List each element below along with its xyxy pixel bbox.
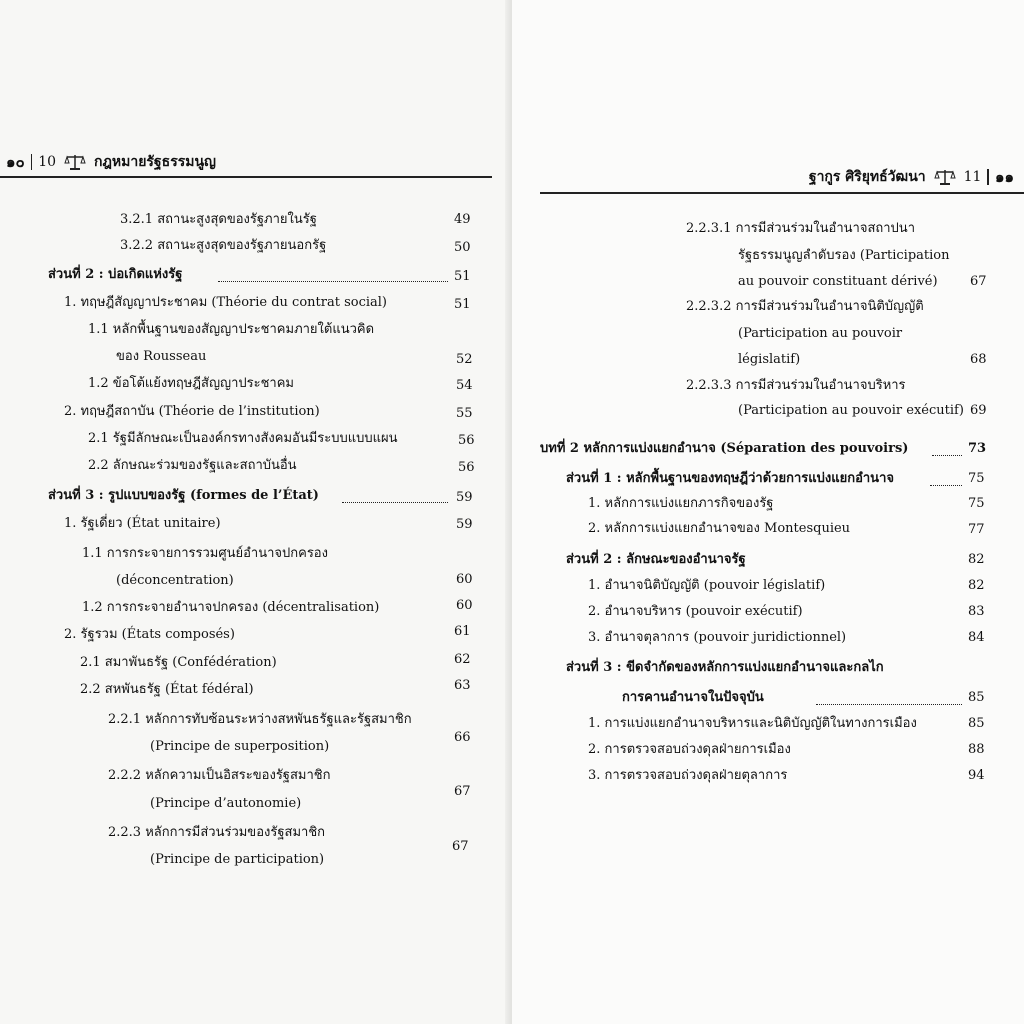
toc-page-number: 49 [454, 212, 471, 227]
toc-page-number: 67 [970, 274, 987, 289]
toc-entry: 1. อำนาจนิติบัญญัติ (pouvoir législatif) [588, 578, 826, 593]
dot-leader [342, 502, 448, 503]
toc-section-heading: ส่วนที่ 3 : ขีดจำกัดของหลักการแบ่งแยกอำนาจและกลไก [566, 660, 884, 675]
toc-entry: 3. การตรวจสอบถ่วงดุลฝ่ายตุลาการ [588, 768, 788, 783]
toc-entry: 1.1 การกระจายการรวมศูนย์อำนาจปกครอง [82, 546, 328, 561]
toc-entry: législatif) [738, 352, 801, 367]
toc-page-number: 52 [456, 352, 473, 367]
dot-leader [816, 704, 962, 705]
author-name: ฐากูร ศิริยุทธ์วัฒนา [808, 169, 926, 185]
dot-leader [930, 485, 962, 486]
toc-entry: 3.2.2 สถานะสูงสุดของรัฐภายนอกรัฐ [120, 238, 327, 253]
book-title: กฎหมายรัฐธรรมนูญ [94, 154, 216, 170]
toc-entry: 2.2 สหพันธรัฐ (État fédéral) [80, 682, 254, 697]
toc-entry: 1.2 การกระจายอำนาจปกครอง (décentralisation) [82, 600, 380, 615]
toc-entry: 2.2.3 หลักการมีส่วนร่วมของรัฐสมาชิก [108, 825, 326, 840]
toc-entry: 2.2.2 หลักความเป็นอิสระของรัฐสมาชิก [108, 768, 331, 783]
toc-entry: au pouvoir constituant dérivé) [738, 274, 938, 289]
toc-entry: 2. การตรวจสอบถ่วงดุลฝ่ายการเมือง [588, 742, 791, 757]
header-rule [0, 176, 492, 178]
toc-page-number: 94 [968, 768, 985, 783]
header-divider [31, 154, 33, 170]
toc-entry: (Principe de superposition) [150, 739, 330, 754]
toc-page-number: 82 [968, 552, 985, 567]
toc-page-number: 62 [454, 652, 471, 667]
left-page-header [6, 150, 216, 174]
toc-page-number: 88 [968, 742, 985, 757]
toc-chapter-heading: บทที่ 2 หลักการแบ่งแยกอำนาจ (Séparation des pouvoirs) [540, 441, 909, 456]
toc-entry: 2.2.1 หลักการทับซ้อนระหว่างสหพันธรัฐและรัฐสมาชิก [108, 712, 412, 727]
toc-page-number: 56 [458, 460, 475, 475]
toc-section-heading: การคานอำนาจในปัจจุบัน [622, 690, 764, 705]
toc-page-number: 56 [458, 433, 475, 448]
dot-leader [218, 281, 448, 282]
toc-page-number: 55 [456, 406, 473, 421]
toc-page-number: 67 [454, 784, 471, 799]
toc-entry: 3. อำนาจตุลาการ (pouvoir juridictionnel) [588, 630, 847, 645]
toc-entry: 2. ทฤษฎีสถาบัน (Théorie de l’institution) [64, 404, 320, 419]
toc-entry: 1. รัฐเดี่ยว (État unitaire) [64, 516, 221, 531]
toc-entry: รัฐธรรมนูญลำดับรอง (Participation [738, 248, 950, 263]
toc-entry: (Participation au pouvoir exécutif) [738, 403, 964, 418]
toc-entry: (Participation au pouvoir [738, 326, 903, 341]
toc-page-number: 66 [454, 730, 471, 745]
toc-page-number: 83 [968, 604, 985, 619]
toc-section-heading: ส่วนที่ 3 : รูปแบบของรัฐ (formes de l’État) [48, 488, 319, 503]
header-divider [987, 169, 989, 185]
toc-entry: 2.1 สมาพันธรัฐ (Confédération) [80, 655, 277, 670]
right-page-header [809, 165, 1014, 189]
toc-page-number: 69 [970, 403, 987, 418]
right-thai-page-number: ๑๑ [994, 168, 1014, 186]
toc-entry: 2.2.3.3 การมีส่วนร่วมในอำนาจบริหาร [686, 378, 906, 393]
toc-section-heading: ส่วนที่ 2 : ลักษณะของอำนาจรัฐ [566, 552, 746, 567]
toc-page-number: 67 [452, 839, 469, 854]
toc-page-number: 61 [454, 624, 471, 639]
toc-entry: 2. หลักการแบ่งแยกอำนาจของ Montesquieu [588, 521, 851, 536]
toc-page-number: 85 [968, 690, 985, 705]
toc-page-number: 84 [968, 630, 985, 645]
toc-entry: 1. ทฤษฎีสัญญาประชาคม (Théorie du contrat social) [64, 295, 388, 310]
left-page-number: 10 [38, 154, 57, 170]
toc-section-heading: ส่วนที่ 2 : บ่อเกิดแห่งรัฐ [48, 267, 183, 282]
toc-entry: 2. อำนาจบริหาร (pouvoir exécutif) [588, 604, 803, 619]
left-thai-page-number: ๑๐ [6, 153, 25, 171]
toc-page-number: 75 [968, 471, 985, 486]
toc-page-number: 59 [456, 490, 473, 505]
toc-page-number: 50 [454, 240, 471, 255]
toc-page-number: 73 [968, 441, 987, 456]
toc-entry: (Principe d’autonomie) [150, 796, 302, 811]
toc-entry: 1.2 ข้อโต้แย้งทฤษฎีสัญญาประชาคม [88, 376, 295, 391]
toc-page-number: 51 [454, 297, 471, 312]
toc-page-number: 63 [454, 678, 471, 693]
toc-page-number: 60 [456, 572, 473, 587]
toc-entry: 1. หลักการแบ่งแยกภารกิจของรัฐ [588, 496, 774, 511]
toc-entry: (déconcentration) [116, 573, 234, 588]
dot-leader [932, 455, 962, 456]
toc-page-number: 82 [968, 578, 985, 593]
toc-section-heading: ส่วนที่ 1 : หลักพื้นฐานของทฤษฎีว่าด้วยการแบ่งแยกอำนาจ [566, 471, 894, 486]
toc-page-number: 51 [454, 269, 471, 284]
scales-of-justice-icon [64, 153, 86, 171]
toc-page-number: 68 [970, 352, 987, 367]
toc-entry: (Principe de participation) [150, 852, 325, 867]
toc-entry: 2.2.3.2 การมีส่วนร่วมในอำนาจนิติบัญญัติ [686, 299, 924, 314]
scales-of-justice-icon [934, 168, 956, 186]
right-page-number: 11 [963, 169, 982, 185]
toc-page-number: 59 [456, 517, 473, 532]
toc-page-number: 60 [456, 598, 473, 613]
toc-page-number: 75 [968, 496, 985, 511]
toc-entry: 2.2.3.1 การมีส่วนร่วมในอำนาจสถาปนา [686, 221, 915, 236]
toc-page-number: 77 [968, 522, 985, 537]
toc-entry: 3.2.1 สถานะสูงสุดของรัฐภายในรัฐ [120, 212, 317, 227]
toc-entry: 2. รัฐรวม (États composés) [64, 627, 235, 642]
header-rule [540, 192, 1024, 194]
toc-page-number: 85 [968, 716, 985, 731]
toc-page-number: 54 [456, 378, 473, 393]
toc-entry: ของ Rousseau [116, 349, 207, 364]
toc-entry: 2.2 ลักษณะร่วมของรัฐและสถาบันอื่น [88, 458, 297, 473]
toc-entry: 1.1 หลักพื้นฐานของสัญญาประชาคมภายใต้แนวคิด [88, 322, 375, 337]
toc-entry: 2.1 รัฐมีลักษณะเป็นองค์กรทางสังคมอันมีระบบแบบแผน [88, 431, 398, 446]
toc-entry: 1. การแบ่งแยกอำนาจบริหารและนิติบัญญัติในทางการเมือง [588, 716, 917, 731]
